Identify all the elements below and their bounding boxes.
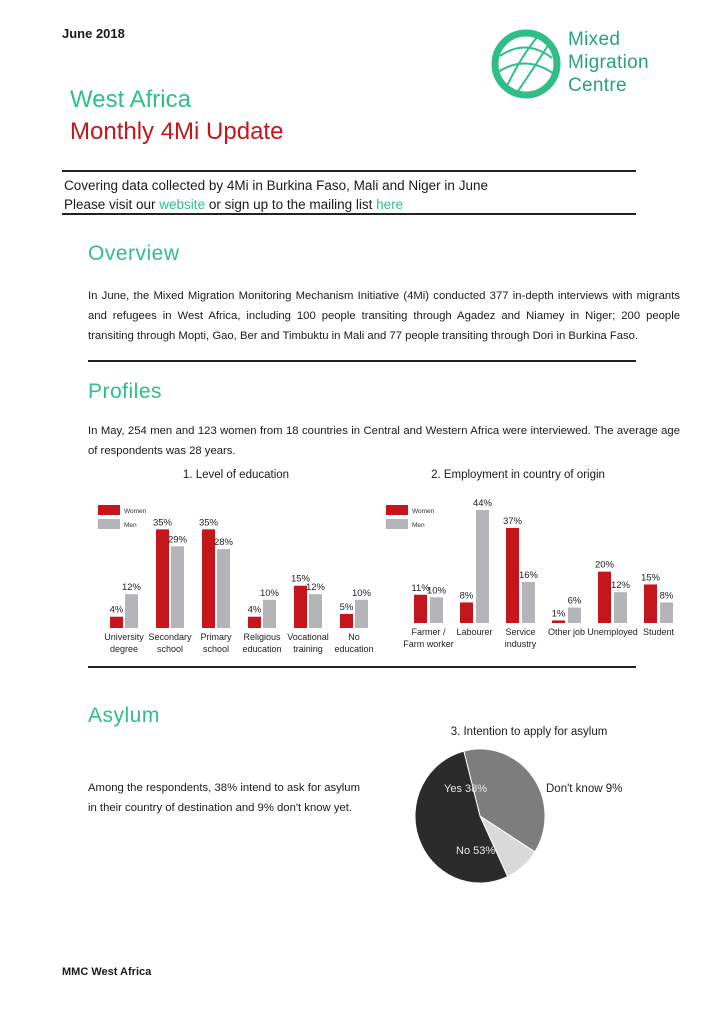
mmc-logo [486,28,686,108]
category-label: Labourer [456,627,493,637]
mailing-list-link[interactable]: here [376,197,404,212]
report-date: June 2018 [62,26,125,41]
legend-label-women: Women [412,508,435,515]
data-label: 15% [290,573,311,585]
intro-text: Please visit our [64,197,160,212]
bar-men [263,600,276,628]
category-label: school [156,644,184,654]
data-label: 10% [351,587,372,599]
data-label: 35% [198,517,219,529]
data-label: 15% [640,572,661,584]
data-label: 35% [152,517,173,529]
data-label: 20% [594,559,615,571]
bar-men [476,510,489,623]
pie-label-dont-know: Don't know 9% [546,783,623,795]
category-label: Primary [200,632,232,642]
bar-women [552,620,565,623]
bar-men [171,546,184,628]
education-bar-chart [92,495,377,660]
profiles-text: In May, 254 men and 123 women from 18 countries in Central and Western Africa were interviewed. The average age of respondents was 28 years. [88,425,680,457]
data-label: 4% [247,604,262,616]
pie-label-yes: Yes 38% [444,783,488,795]
category-label: education [242,644,282,654]
data-label: 1% [551,608,566,620]
bar-men [217,549,230,628]
data-label: 12% [305,582,326,594]
website-link[interactable]: website [159,197,206,212]
data-label: 8% [459,590,474,602]
intro-text: or sign up to the mailing list [205,197,377,212]
category-label: Secondary [148,632,192,642]
divider [88,666,636,668]
bar-women [110,617,123,628]
bar-men [660,602,673,623]
data-label: 16% [518,569,539,581]
legend-label-men: Men [124,522,137,529]
bar-men [309,594,322,628]
bar-women [340,614,353,628]
category-label: degree [109,644,139,654]
logo-line-1: Mixed [568,29,621,50]
data-label: 44% [472,498,493,509]
legend-swatch-men [386,519,408,529]
bar-women [598,572,611,623]
category-label: Service [505,627,536,637]
bar-men [355,600,368,628]
intro-line-1: Covering data collected by 4Mi in Burkina Faso, Mali and Niger in June [64,178,488,193]
intro-box [64,176,488,214]
bar-men [522,582,535,623]
category-label: Farmer / [411,627,446,637]
data-label: 8% [659,590,674,602]
data-label: 10% [426,585,447,597]
data-label: 37% [502,515,523,527]
bar-men [614,592,627,623]
data-label: 4% [109,604,124,616]
data-label: 6% [567,595,582,607]
pie-label-no: No 53% [456,845,496,857]
data-label: 29% [167,534,188,546]
bar-men [568,608,581,623]
category-label: industry [504,639,537,649]
legend-label-men: Men [412,522,425,529]
bar-men [430,597,443,623]
bar-women [506,528,519,623]
data-label: 10% [259,587,280,599]
category-label: No [348,632,360,642]
bar-women [644,584,657,623]
logo-line-2: Migration [568,52,649,73]
title-main: Monthly 4Mi Update [70,118,284,145]
category-label: Other job [547,627,586,637]
data-label: 12% [610,580,631,592]
bar-women [248,617,261,628]
category-label: education [334,644,374,654]
title-region: West Africa [70,86,191,113]
divider [62,213,636,215]
data-label: 5% [339,601,354,613]
legend-label-women: Women [124,508,147,515]
overview-text: In June, the Mixed Migration Monitoring Mechanism Initiative (4Mi) conducted 377 in-depth interviews with migrants and refugees in West Africa, including 100 people transiting through Agadez and Niamey in Niger; 200 people transiting through Mopti, Gao, Ber and Timbuktu in Mali and 77 people transiting through Dori in Burkina Faso. [88,290,680,342]
category-label: University [104,632,144,642]
chart-title-education: 1. Level of education [182,469,290,481]
mmc-logo-icon [486,28,566,108]
category-label: training [293,644,323,654]
chart-title-asylum: 3. Intention to apply for asylum [450,726,608,738]
category-label: Unemployed [587,627,638,637]
footer-label: MMC West Africa [62,966,152,978]
bar-women [460,602,473,623]
category-label: Student [642,627,675,637]
chart-title-employment: 2. Employment in country of origin [431,469,605,481]
data-label: 12% [121,582,142,594]
legend-swatch-men [98,519,120,529]
bar-women [414,595,427,623]
profiles-heading: Profiles [88,380,163,403]
category-label: Farm worker [403,639,454,649]
bar-men [125,594,138,628]
intro-line-2 [64,195,488,214]
data-label: 28% [213,537,234,549]
category-label: Religious [243,632,281,642]
logo-line-3: Centre [568,75,627,96]
data-label: 11% [411,582,430,594]
category-label: Vocational [287,632,329,642]
legend-swatch-women [98,505,120,515]
asylum-heading: Asylum [88,704,160,727]
legend-swatch-women [386,505,408,515]
category-label: school [202,644,230,654]
divider [88,360,636,362]
asylum-text: Among the respondents, 38% intend to ask for asylum in their country of destination and 9% don't know yet. [88,782,360,814]
divider [62,170,636,172]
employment-bar-chart [380,495,675,660]
overview-heading: Overview [88,242,180,265]
asylum-pie-chart [404,740,654,885]
